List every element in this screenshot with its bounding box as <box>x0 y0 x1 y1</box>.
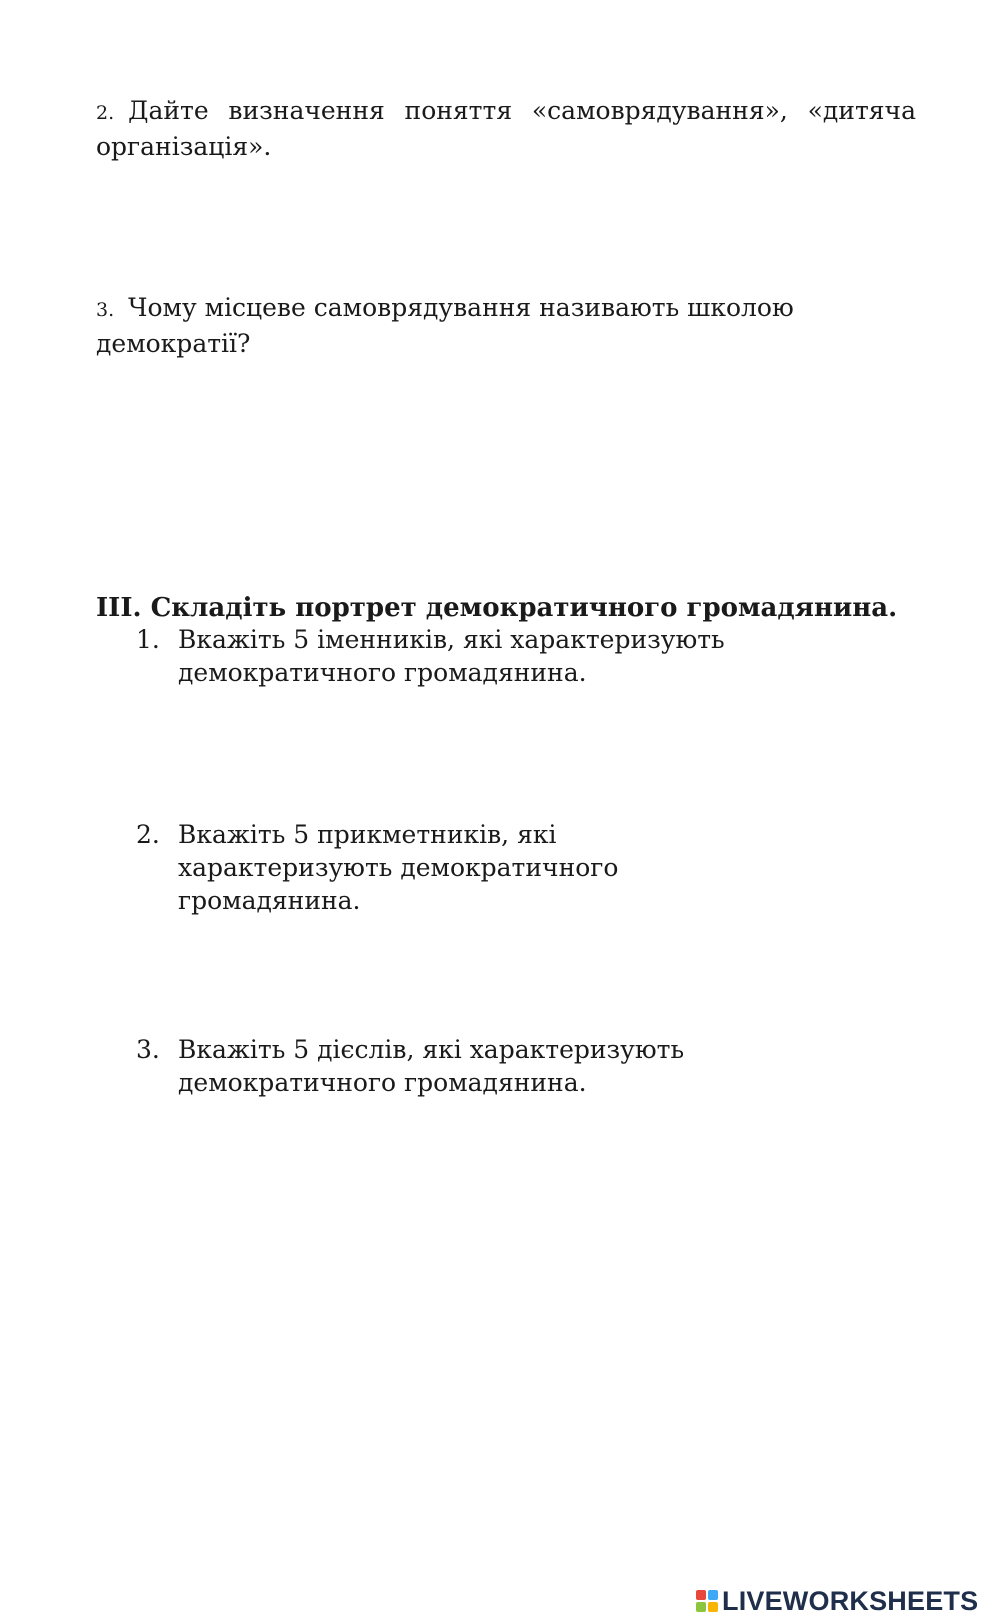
liveworksheets-logo <box>696 1586 978 1616</box>
list-item-3-text: Вкажіть 5 дієслів, які характеризують демократичного громадянина. <box>178 1035 685 1097</box>
logo-square-green <box>696 1602 706 1612</box>
logo-square-blue <box>708 1590 718 1600</box>
question-2-number: 2. <box>96 102 115 124</box>
logo-square-red <box>696 1590 706 1600</box>
question-2 <box>96 94 916 163</box>
question-2-text: Дайте визначення поняття «самоврядування», «дитяча організація». <box>96 96 916 161</box>
list-item-1-number: 1. <box>136 625 160 654</box>
list-item-2-number: 2. <box>136 820 160 849</box>
list-item-1 <box>136 623 926 689</box>
question-3-text: Чому місцеве самоврядування називають школою демократії? <box>96 293 794 358</box>
logo-square-yellow <box>708 1602 718 1612</box>
logo-squares-icon <box>696 1590 718 1612</box>
list-item-2-text: Вкажіть 5 прикметників, які характеризують демократичного громадянина. <box>178 820 619 915</box>
logo-text: LIVEWORKSHEETS <box>722 1585 979 1616</box>
list-item-3 <box>136 1033 886 1099</box>
question-3 <box>96 291 796 360</box>
question-3-number: 3. <box>96 299 115 321</box>
section-title: ІІІ. Складіть портрет демократичного громадянина. <box>96 593 898 623</box>
list-item-3-number: 3. <box>136 1035 160 1064</box>
list-item-2 <box>136 818 746 917</box>
list-item-1-text: Вкажіть 5 іменників, які характеризують демократичного громадянина. <box>178 625 725 687</box>
